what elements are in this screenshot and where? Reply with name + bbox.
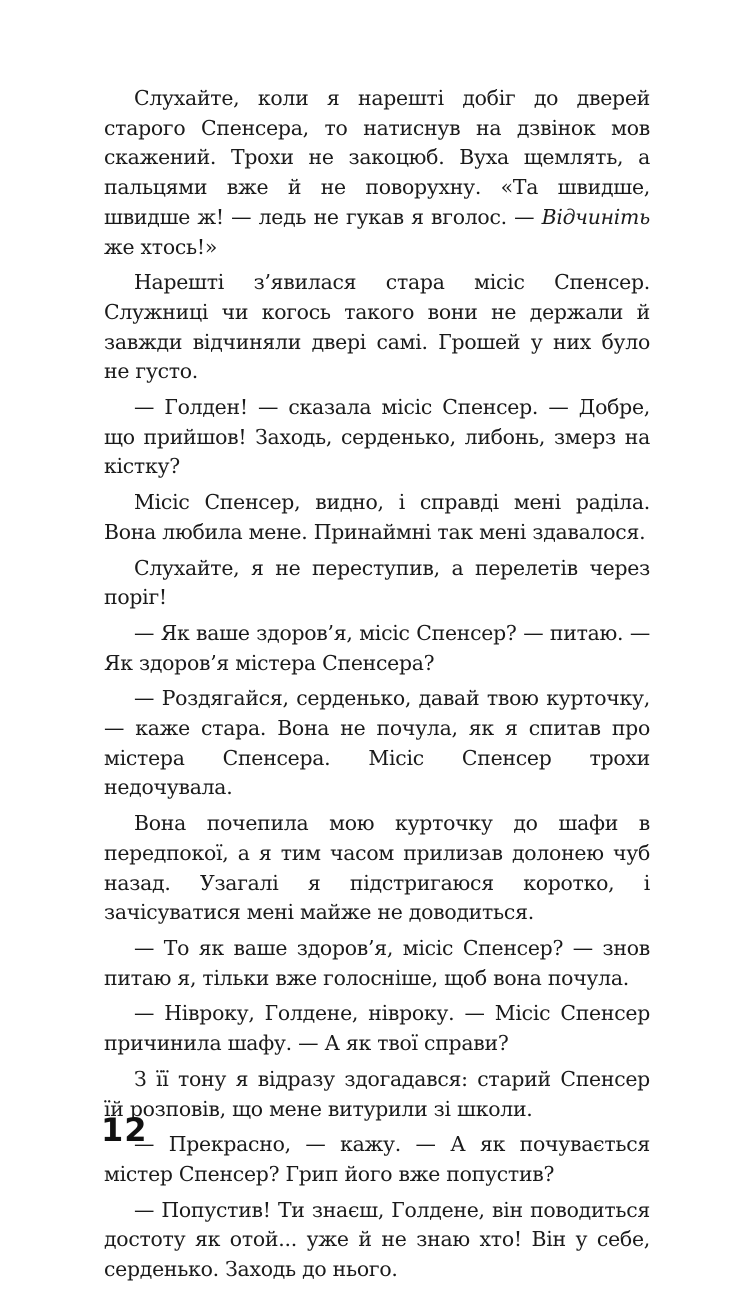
paragraph (104, 934, 650, 993)
page-number: 12 (101, 1111, 148, 1149)
paragraph-text: Нарешті з’явилася стара місіс Спенсер. Служниці чи когось такого вони не держали й завжди відчиняли двері самі. Грошей у них було не густо. (104, 270, 650, 384)
emphasis-text: Відчиніть (541, 204, 650, 229)
paragraph (104, 84, 650, 262)
paragraph-text: — Голден! — сказала місіс Спенсер. — Добре, що прийшов! Заходь, серденько, либонь, змерз на кістку? (104, 395, 650, 479)
paragraph (104, 1196, 650, 1285)
paragraph (104, 684, 650, 803)
paragraph-text: Місіс Спенсер, видно, і справді мені раділа. Вона любила мене. Принаймні так мені здавалося. (104, 490, 650, 544)
paragraph-text: — Прекрасно, — кажу. — А як почувається містер Спенсер? Грип його вже попустив? (104, 1132, 650, 1186)
paragraph-text: — То як ваше здоров’я, місіс Спенсер? — знов питаю я, тільки вже голосніше, щоб вона почула. (104, 935, 650, 990)
paragraph (104, 1065, 650, 1124)
paragraph-text: — Роздягайся, серденько, давай твою курточку, — каже стара. Вона не почула, як я спитав про містера Спенсера. Місіс Спенсер трохи недочувала. (104, 686, 650, 800)
paragraph-text: — Попустив! Ти знаєш, Голдене, він поводиться достоту як отой... уже й не знаю хто! Він у себе, серденько. Заходь до нього. (104, 1197, 650, 1282)
paragraph-text: — Нівроку, Голдене, нівроку. — Місіс Спенсер причинила шафу. — А як твої справи? (104, 1001, 650, 1056)
paragraph (104, 393, 650, 482)
paragraph-text: Вона почепила мою курточку до шафи в передпокої, а я тим часом прилизав долонею чуб назад. Узагалі я підстригаюся коротко, і зачісуватися мені майже не доводиться. (104, 811, 650, 925)
paragraph (104, 268, 650, 387)
paragraph-text: же хтось!» (104, 234, 218, 259)
paragraph (104, 619, 650, 678)
paragraph-text: — Як ваше здоров’я, місіс Спенсер? — питаю. — Як здоров’я містера Спенсера? (104, 620, 650, 675)
book-page-text (104, 84, 650, 1291)
paragraph (104, 809, 650, 928)
paragraph-text: Слухайте, коли я нарешті добіг до дверей старого Спенсера, то натиснув на дзвінок мов скажений. Трохи не закоцюб. Вуха щемлять, а пальцями вже й не поворухну. «Та швидше, швидше ж! — ледь не гукав я вголос. — (104, 86, 650, 229)
paragraph (104, 488, 650, 547)
paragraph (104, 999, 650, 1058)
paragraph-text: З її тону я відразу здогадався: старий Спенсер їй розповів, що мене витурили зі школи. (104, 1066, 650, 1121)
paragraph-text: Слухайте, я не переступив, а перелетів через поріг! (104, 555, 650, 610)
paragraph (104, 554, 650, 613)
